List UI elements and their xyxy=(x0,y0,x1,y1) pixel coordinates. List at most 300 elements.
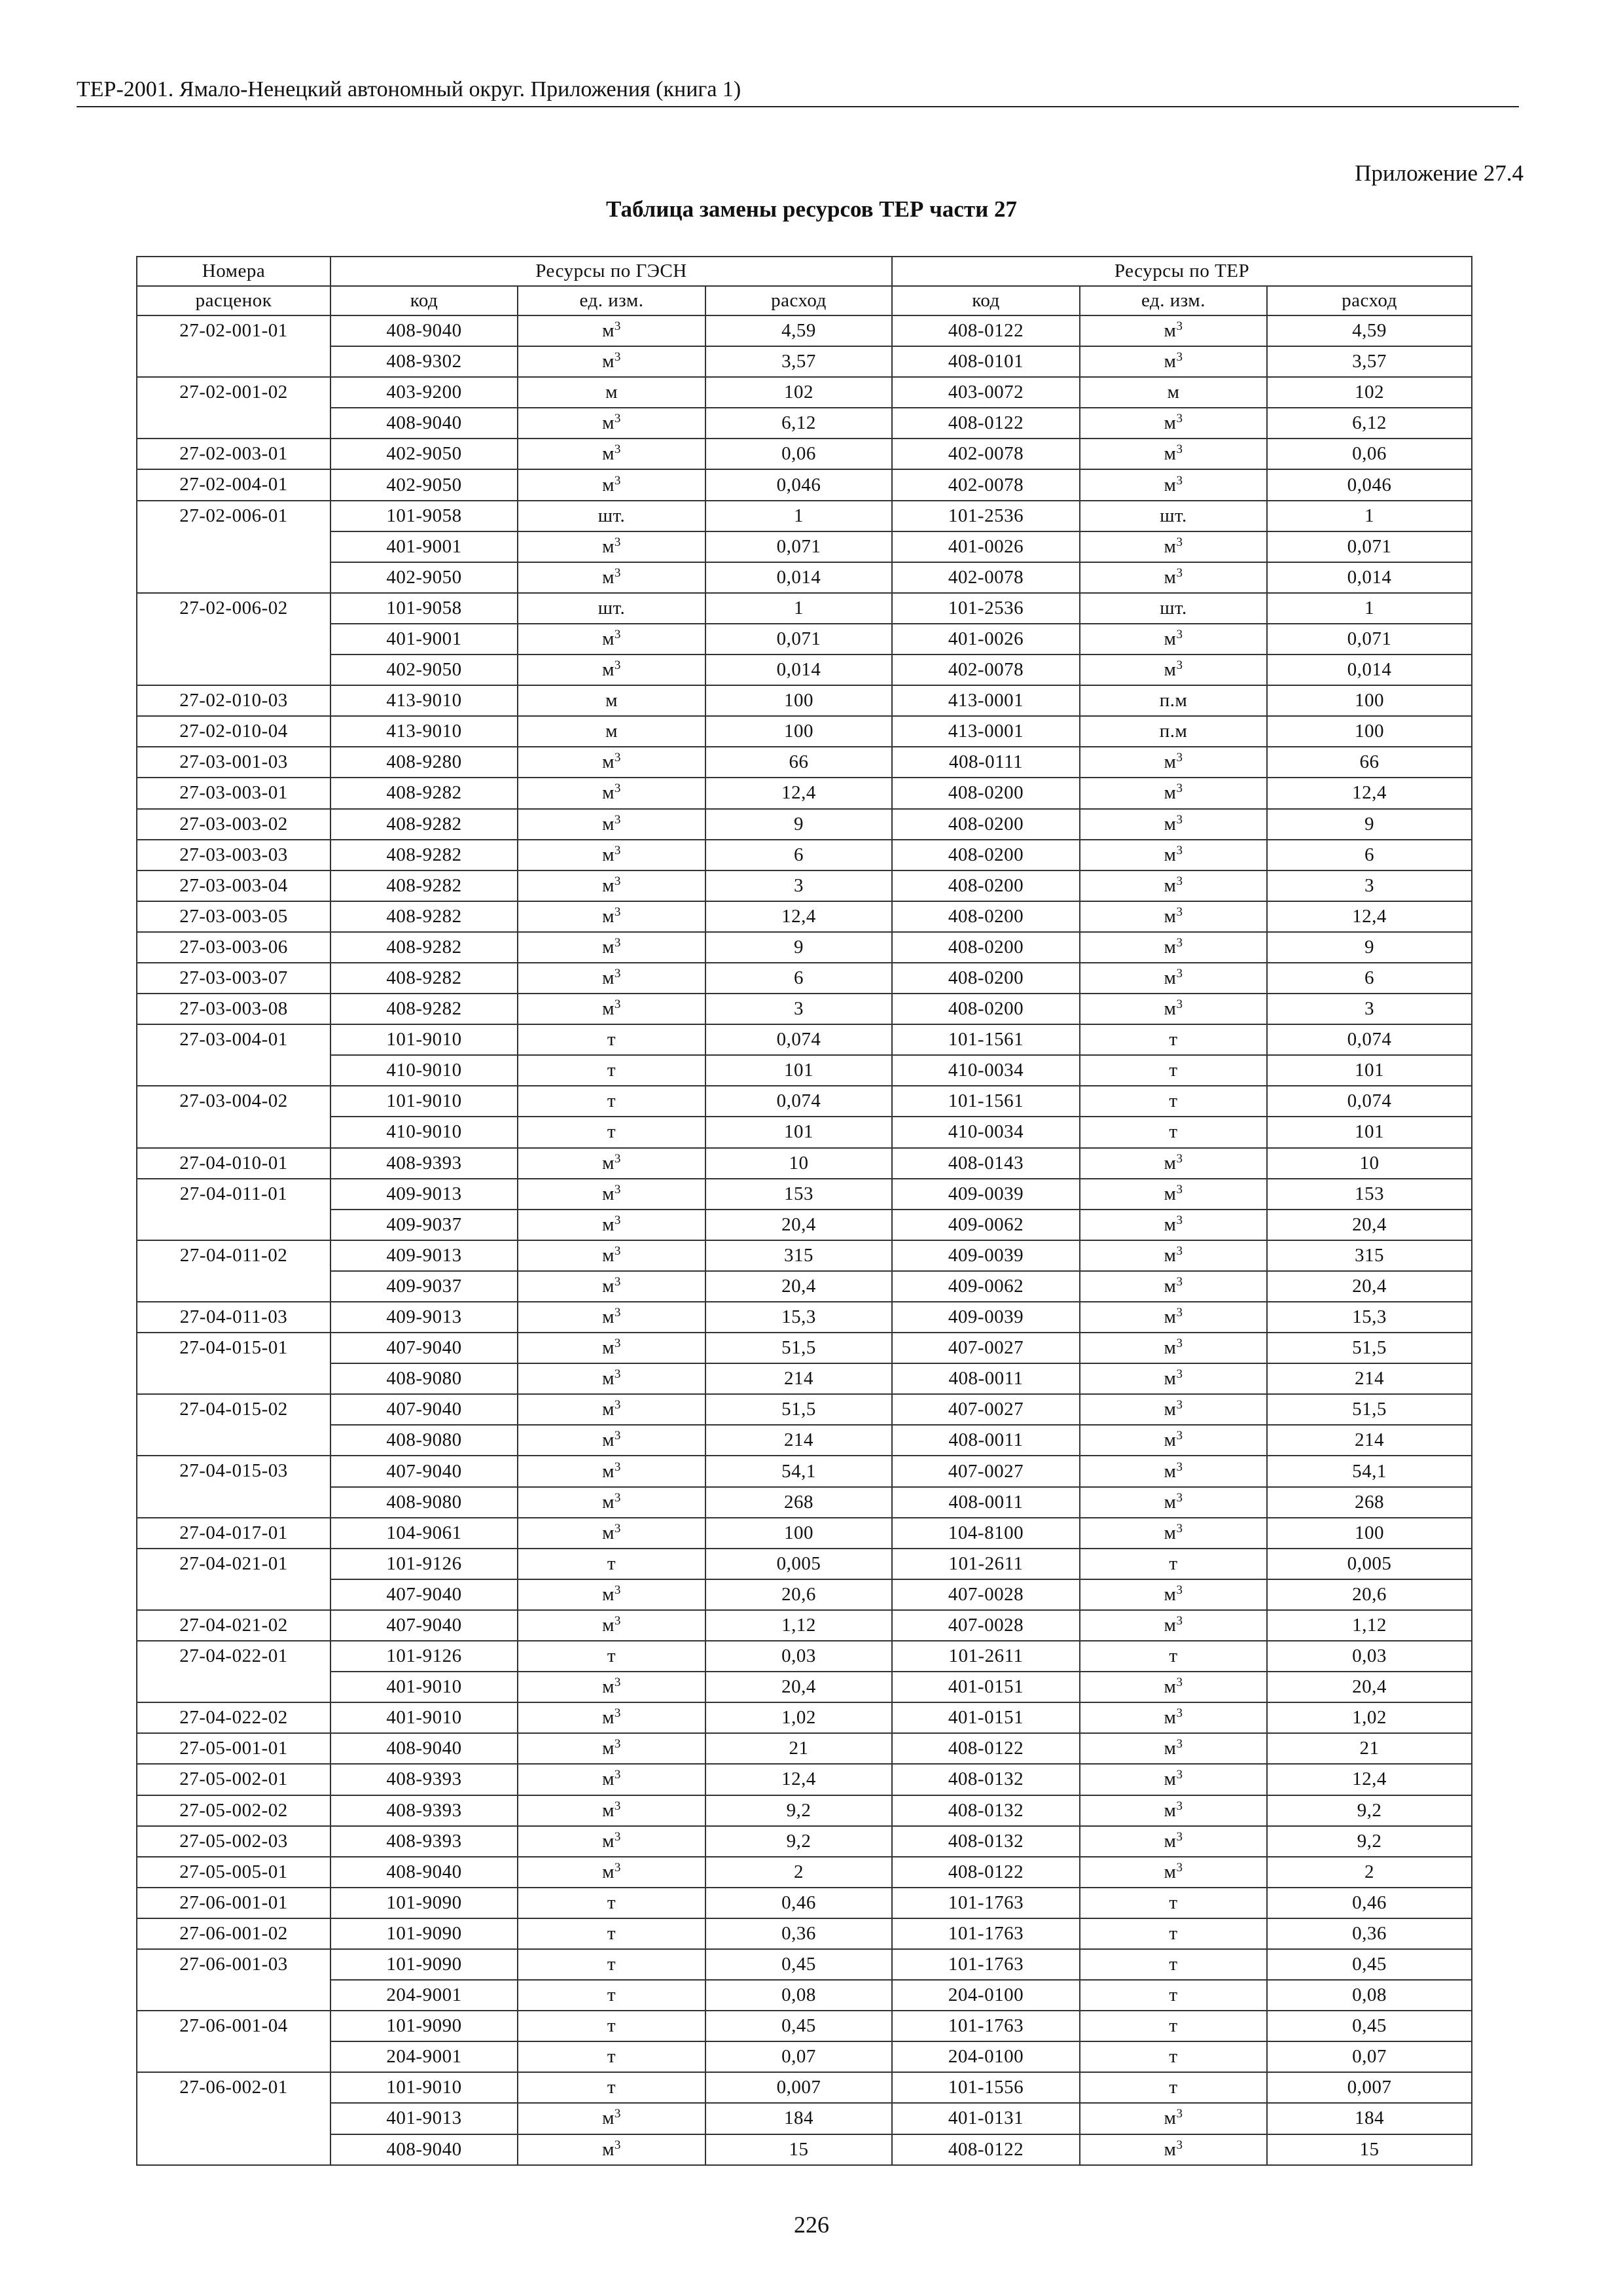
ter-consumption-cell: 1,02 xyxy=(1267,1702,1472,1733)
gesn-unit-cell: $м^3$ xyxy=(518,1271,705,1302)
table-row xyxy=(137,778,1472,808)
ter-consumption-cell: 20,4 xyxy=(1267,1672,1472,1702)
gesn-consumption-cell: 101 xyxy=(705,1055,892,1086)
gesn-code-cell: 408-9282 xyxy=(330,932,518,963)
ter-code-cell: 409-0062 xyxy=(892,1210,1080,1240)
gesn-code-cell: 408-9302 xyxy=(330,346,518,377)
ter-unit-cell: $м^3$ xyxy=(1080,1333,1267,1363)
gesn-code-cell: 410-9010 xyxy=(330,1055,518,1086)
gesn-consumption-cell: 0,005 xyxy=(705,1549,892,1579)
gesn-unit-cell: $м^3$ xyxy=(518,1210,705,1240)
rate-number-cell: 27-03-003-02 xyxy=(137,809,330,840)
gesn-code-cell: 101-9090 xyxy=(330,1949,518,1980)
gesn-consumption-cell: 51,5 xyxy=(705,1333,892,1363)
ter-code-cell: 408-0011 xyxy=(892,1425,1080,1456)
ter-unit-cell: $м^3$ xyxy=(1080,2134,1267,2165)
gesn-code-cell: 101-9090 xyxy=(330,2011,518,2041)
gesn-unit-cell: м xyxy=(518,685,705,716)
ter-consumption-cell: 0,06 xyxy=(1267,439,1472,469)
ter-unit-cell: $м^3$ xyxy=(1080,1425,1267,1456)
ter-consumption-cell: 100 xyxy=(1267,716,1472,747)
ter-code-cell: 402-0078 xyxy=(892,562,1080,593)
ter-unit-cell: т xyxy=(1080,1888,1267,1918)
ter-unit-cell: $м^3$ xyxy=(1080,1487,1267,1518)
rate-number-cell: 27-04-015-01 xyxy=(137,1333,330,1394)
gesn-code-cell: 402-9050 xyxy=(330,655,518,685)
ter-code-cell: 408-0200 xyxy=(892,932,1080,963)
ter-unit-cell: $м^3$ xyxy=(1080,1702,1267,1733)
rate-number-cell: 27-04-021-01 xyxy=(137,1549,330,1610)
gesn-code-cell: 413-9010 xyxy=(330,716,518,747)
ter-consumption-cell: 0,046 xyxy=(1267,469,1472,500)
ter-consumption-cell: 9,2 xyxy=(1267,1826,1472,1857)
ter-consumption-cell: 0,46 xyxy=(1267,1888,1472,1918)
ter-consumption-cell: 0,45 xyxy=(1267,1949,1472,1980)
gesn-code-cell: 409-9037 xyxy=(330,1210,518,1240)
gesn-unit-cell: т xyxy=(518,1549,705,1579)
table-row xyxy=(137,1456,1472,1486)
ter-consumption-cell: 12,4 xyxy=(1267,778,1472,808)
gesn-code-cell: 403-9200 xyxy=(330,377,518,408)
gesn-code-cell: 204-9001 xyxy=(330,1980,518,2011)
ter-consumption-cell: 3,57 xyxy=(1267,346,1472,377)
ter-unit-cell: $м^3$ xyxy=(1080,932,1267,963)
ter-consumption-cell: 0,014 xyxy=(1267,655,1472,685)
gesn-unit-cell: т xyxy=(518,1024,705,1055)
gesn-code-cell: 402-9050 xyxy=(330,562,518,593)
rate-number-cell: 27-02-006-02 xyxy=(137,593,330,685)
ter-code-cell: 410-0034 xyxy=(892,1117,1080,1147)
gesn-consumption-cell: 0,014 xyxy=(705,655,892,685)
gesn-consumption-cell: 1 xyxy=(705,501,892,531)
gesn-code-cell: 101-9090 xyxy=(330,1918,518,1949)
gesn-consumption-cell: 21 xyxy=(705,1733,892,1764)
head-rate-numbers: Номера xyxy=(137,257,330,286)
gesn-code-cell: 408-9282 xyxy=(330,870,518,901)
table-row xyxy=(137,1610,1472,1641)
ter-consumption-cell: 0,071 xyxy=(1267,531,1472,562)
rate-number-cell: 27-03-003-05 xyxy=(137,901,330,932)
ter-consumption-cell: 21 xyxy=(1267,1733,1472,1764)
ter-consumption-cell: 20,6 xyxy=(1267,1579,1472,1610)
rate-number-cell: 27-02-006-01 xyxy=(137,501,330,593)
gesn-unit-cell: т xyxy=(518,1888,705,1918)
ter-unit-cell: $м^3$ xyxy=(1080,1240,1267,1271)
gesn-consumption-cell: 9,2 xyxy=(705,1826,892,1857)
ter-unit-cell: $м^3$ xyxy=(1080,1179,1267,1210)
ter-code-cell: 408-0011 xyxy=(892,1487,1080,1518)
table-row xyxy=(137,439,1472,469)
gesn-consumption-cell: 0,03 xyxy=(705,1641,892,1672)
ter-unit-cell: т xyxy=(1080,2011,1267,2041)
gesn-unit-cell: $м^3$ xyxy=(518,1333,705,1363)
table-row xyxy=(137,747,1472,778)
table-row xyxy=(137,346,1472,377)
rate-number-cell: 27-02-004-01 xyxy=(137,469,330,500)
gesn-unit-cell: т xyxy=(518,1949,705,1980)
gesn-unit-cell: $м^3$ xyxy=(518,1363,705,1394)
gesn-code-cell: 410-9010 xyxy=(330,1117,518,1147)
ter-consumption-cell: 184 xyxy=(1267,2103,1472,2134)
table-row xyxy=(137,685,1472,716)
ter-code-cell: 413-0001 xyxy=(892,685,1080,716)
table-row xyxy=(137,469,1472,500)
gesn-unit-cell: $м^3$ xyxy=(518,2134,705,2165)
ter-code-cell: 101-2536 xyxy=(892,501,1080,531)
table-row xyxy=(137,315,1472,346)
ter-unit-cell: $м^3$ xyxy=(1080,408,1267,439)
gesn-unit-cell: т xyxy=(518,2011,705,2041)
rate-number-cell: 27-05-001-01 xyxy=(137,1733,330,1764)
ter-consumption-cell: 20,4 xyxy=(1267,1210,1472,1240)
ter-unit-cell: $м^3$ xyxy=(1080,1271,1267,1302)
gesn-consumption-cell: 51,5 xyxy=(705,1394,892,1425)
ter-code-cell: 101-1763 xyxy=(892,1918,1080,1949)
gesn-code-cell: 408-9040 xyxy=(330,1733,518,1764)
head-gesn-code: код xyxy=(330,286,518,315)
ter-code-cell: 408-0111 xyxy=(892,747,1080,778)
ter-consumption-cell: 0,014 xyxy=(1267,562,1472,593)
gesn-code-cell: 408-9080 xyxy=(330,1425,518,1456)
ter-unit-cell: т xyxy=(1080,1055,1267,1086)
table-row xyxy=(137,1487,1472,1518)
table-row xyxy=(137,1425,1472,1456)
rate-number-cell: 27-02-010-03 xyxy=(137,685,330,716)
gesn-unit-cell: $м^3$ xyxy=(518,1456,705,1486)
ter-code-cell: 408-0122 xyxy=(892,2134,1080,2165)
ter-code-cell: 101-2611 xyxy=(892,1641,1080,1672)
gesn-code-cell: 401-9013 xyxy=(330,2103,518,2134)
gesn-code-cell: 101-9010 xyxy=(330,2072,518,2103)
gesn-consumption-cell: 268 xyxy=(705,1487,892,1518)
ter-consumption-cell: 3 xyxy=(1267,870,1472,901)
head-ter-unit: ед. изм. xyxy=(1080,286,1267,315)
table-row xyxy=(137,1240,1472,1271)
gesn-consumption-cell: 54,1 xyxy=(705,1456,892,1486)
ter-consumption-cell: 214 xyxy=(1267,1425,1472,1456)
table-row xyxy=(137,1918,1472,1949)
ter-unit-cell: $м^3$ xyxy=(1080,994,1267,1024)
ter-consumption-cell: 0,071 xyxy=(1267,624,1472,655)
head-gesn-unit: ед. изм. xyxy=(518,286,705,315)
gesn-consumption-cell: 0,074 xyxy=(705,1024,892,1055)
gesn-code-cell: 407-9040 xyxy=(330,1333,518,1363)
table-row xyxy=(137,809,1472,840)
gesn-consumption-cell: 2 xyxy=(705,1857,892,1888)
ter-consumption-cell: 1 xyxy=(1267,501,1472,531)
gesn-consumption-cell: 0,45 xyxy=(705,1949,892,1980)
gesn-consumption-cell: 4,59 xyxy=(705,315,892,346)
gesn-unit-cell: $м^3$ xyxy=(518,1702,705,1733)
ter-code-cell: 401-0026 xyxy=(892,624,1080,655)
gesn-unit-cell: т xyxy=(518,1918,705,1949)
gesn-unit-cell: $м^3$ xyxy=(518,963,705,994)
ter-unit-cell: т xyxy=(1080,1024,1267,1055)
ter-consumption-cell: 0,074 xyxy=(1267,1024,1472,1055)
gesn-code-cell: 401-9001 xyxy=(330,624,518,655)
ter-consumption-cell: 0,45 xyxy=(1267,2011,1472,2041)
gesn-code-cell: 407-9040 xyxy=(330,1456,518,1486)
gesn-unit-cell: $м^3$ xyxy=(518,469,705,500)
ter-code-cell: 409-0039 xyxy=(892,1240,1080,1271)
ter-code-cell: 101-1763 xyxy=(892,2011,1080,2041)
table-row xyxy=(137,593,1472,624)
gesn-unit-cell: $м^3$ xyxy=(518,408,705,439)
gesn-code-cell: 408-9282 xyxy=(330,840,518,870)
ter-code-cell: 401-0026 xyxy=(892,531,1080,562)
rate-number-cell: 27-06-002-01 xyxy=(137,2072,330,2164)
rate-number-cell: 27-06-001-02 xyxy=(137,1918,330,1949)
ter-code-cell: 401-0131 xyxy=(892,2103,1080,2134)
ter-consumption-cell: 6 xyxy=(1267,963,1472,994)
gesn-consumption-cell: 12,4 xyxy=(705,778,892,808)
ter-code-cell: 402-0078 xyxy=(892,469,1080,500)
table-row xyxy=(137,1117,1472,1147)
rate-number-cell: 27-02-001-02 xyxy=(137,377,330,439)
gesn-code-cell: 101-9010 xyxy=(330,1086,518,1117)
table-row xyxy=(137,1549,1472,1579)
table-row xyxy=(137,1086,1472,1117)
gesn-unit-cell: т xyxy=(518,1641,705,1672)
gesn-code-cell: 413-9010 xyxy=(330,685,518,716)
gesn-consumption-cell: 214 xyxy=(705,1363,892,1394)
rate-number-cell: 27-05-002-02 xyxy=(137,1795,330,1826)
ter-unit-cell: $м^3$ xyxy=(1080,1210,1267,1240)
ter-unit-cell: $м^3$ xyxy=(1080,655,1267,685)
gesn-consumption-cell: 1,12 xyxy=(705,1610,892,1641)
ter-consumption-cell: 153 xyxy=(1267,1179,1472,1210)
gesn-code-cell: 408-9280 xyxy=(330,747,518,778)
ter-consumption-cell: 51,5 xyxy=(1267,1394,1472,1425)
table-row xyxy=(137,901,1472,932)
ter-code-cell: 101-1763 xyxy=(892,1949,1080,1980)
gesn-code-cell: 402-9050 xyxy=(330,469,518,500)
ter-unit-cell: $м^3$ xyxy=(1080,840,1267,870)
page-number: 226 xyxy=(794,2212,829,2238)
head-ter-consumption: расход xyxy=(1267,286,1472,315)
table-row xyxy=(137,1949,1472,1980)
rate-number-cell: 27-04-015-02 xyxy=(137,1394,330,1456)
rate-number-cell: 27-03-004-02 xyxy=(137,1086,330,1147)
gesn-consumption-cell: 184 xyxy=(705,2103,892,2134)
ter-unit-cell: $м^3$ xyxy=(1080,1857,1267,1888)
ter-code-cell: 408-0122 xyxy=(892,315,1080,346)
table-row xyxy=(137,1271,1472,1302)
table-row xyxy=(137,1641,1472,1672)
ter-code-cell: 408-0200 xyxy=(892,994,1080,1024)
gesn-unit-cell: т xyxy=(518,1055,705,1086)
gesn-unit-cell: $м^3$ xyxy=(518,1240,705,1271)
gesn-consumption-cell: 3 xyxy=(705,994,892,1024)
ter-unit-cell: п.м xyxy=(1080,716,1267,747)
table-row xyxy=(137,1518,1472,1549)
gesn-consumption-cell: 0,07 xyxy=(705,2041,892,2072)
gesn-unit-cell: $м^3$ xyxy=(518,655,705,685)
ter-unit-cell: т xyxy=(1080,1549,1267,1579)
ter-code-cell: 408-0200 xyxy=(892,870,1080,901)
table-row xyxy=(137,408,1472,439)
ter-unit-cell: $м^3$ xyxy=(1080,469,1267,500)
ter-unit-cell: п.м xyxy=(1080,685,1267,716)
table-row xyxy=(137,870,1472,901)
rate-number-cell: 27-03-003-08 xyxy=(137,994,330,1024)
ter-consumption-cell: 20,4 xyxy=(1267,1271,1472,1302)
ter-code-cell: 408-0200 xyxy=(892,963,1080,994)
gesn-code-cell: 101-9010 xyxy=(330,1024,518,1055)
gesn-code-cell: 407-9040 xyxy=(330,1579,518,1610)
gesn-code-cell: 101-9126 xyxy=(330,1549,518,1579)
rate-number-cell: 27-03-003-04 xyxy=(137,870,330,901)
gesn-consumption-cell: 10 xyxy=(705,1148,892,1179)
gesn-unit-cell: $м^3$ xyxy=(518,1148,705,1179)
ter-unit-cell: т xyxy=(1080,1980,1267,2011)
rate-number-cell: 27-03-003-06 xyxy=(137,932,330,963)
ter-consumption-cell: 0,36 xyxy=(1267,1918,1472,1949)
ter-unit-cell: $м^3$ xyxy=(1080,1795,1267,1826)
table-row xyxy=(137,1826,1472,1857)
ter-consumption-cell: 10 xyxy=(1267,1148,1472,1179)
resource-replacement-table xyxy=(136,256,1472,2166)
gesn-unit-cell: $м^3$ xyxy=(518,531,705,562)
gesn-unit-cell: $м^3$ xyxy=(518,747,705,778)
ter-code-cell: 101-1561 xyxy=(892,1024,1080,1055)
gesn-consumption-cell: 102 xyxy=(705,377,892,408)
ter-unit-cell: $м^3$ xyxy=(1080,1672,1267,1702)
table-row xyxy=(137,624,1472,655)
head-ter-code: код xyxy=(892,286,1080,315)
head-ter-group: Ресурсы по ТЕР xyxy=(892,257,1472,286)
ter-consumption-cell: 15,3 xyxy=(1267,1302,1472,1333)
table-row xyxy=(137,1857,1472,1888)
ter-consumption-cell: 1,12 xyxy=(1267,1610,1472,1641)
ter-code-cell: 204-0100 xyxy=(892,1980,1080,2011)
table-row xyxy=(137,1888,1472,1918)
rate-number-cell: 27-02-010-04 xyxy=(137,716,330,747)
gesn-code-cell: 104-9061 xyxy=(330,1518,518,1549)
ter-code-cell: 408-0101 xyxy=(892,346,1080,377)
gesn-unit-cell: $м^3$ xyxy=(518,562,705,593)
rate-number-cell: 27-03-003-07 xyxy=(137,963,330,994)
ter-code-cell: 409-0062 xyxy=(892,1271,1080,1302)
ter-consumption-cell: 315 xyxy=(1267,1240,1472,1271)
ter-code-cell: 410-0034 xyxy=(892,1055,1080,1086)
gesn-consumption-cell: 0,014 xyxy=(705,562,892,593)
gesn-consumption-cell: 20,4 xyxy=(705,1672,892,1702)
ter-unit-cell: шт. xyxy=(1080,501,1267,531)
table-row xyxy=(137,1024,1472,1055)
ter-code-cell: 408-0122 xyxy=(892,1857,1080,1888)
ter-unit-cell: $м^3$ xyxy=(1080,870,1267,901)
ter-consumption-cell: 0,08 xyxy=(1267,1980,1472,2011)
gesn-unit-cell: $м^3$ xyxy=(518,1179,705,1210)
ter-code-cell: 407-0027 xyxy=(892,1456,1080,1486)
gesn-code-cell: 409-9013 xyxy=(330,1179,518,1210)
ter-consumption-cell: 0,07 xyxy=(1267,2041,1472,2072)
gesn-code-cell: 401-9001 xyxy=(330,531,518,562)
gesn-unit-cell: т xyxy=(518,2072,705,2103)
gesn-consumption-cell: 0,007 xyxy=(705,2072,892,2103)
gesn-code-cell: 408-9080 xyxy=(330,1487,518,1518)
ter-consumption-cell: 0,03 xyxy=(1267,1641,1472,1672)
ter-consumption-cell: 1 xyxy=(1267,593,1472,624)
ter-unit-cell: $м^3$ xyxy=(1080,624,1267,655)
ter-code-cell: 402-0078 xyxy=(892,439,1080,469)
rate-number-cell: 27-04-021-02 xyxy=(137,1610,330,1641)
ter-unit-cell: м xyxy=(1080,377,1267,408)
gesn-consumption-cell: 0,08 xyxy=(705,1980,892,2011)
rate-number-cell: 27-05-002-01 xyxy=(137,1764,330,1795)
table-row xyxy=(137,562,1472,593)
table-row xyxy=(137,1764,1472,1795)
gesn-code-cell: 407-9040 xyxy=(330,1394,518,1425)
ter-unit-cell: т xyxy=(1080,1086,1267,1117)
table-row xyxy=(137,1055,1472,1086)
ter-unit-cell: т xyxy=(1080,1641,1267,1672)
ter-code-cell: 409-0039 xyxy=(892,1179,1080,1210)
gesn-unit-cell: $м^3$ xyxy=(518,840,705,870)
gesn-unit-cell: $м^3$ xyxy=(518,439,705,469)
gesn-code-cell: 408-9393 xyxy=(330,1795,518,1826)
rate-number-cell: 27-05-002-03 xyxy=(137,1826,330,1857)
ter-code-cell: 407-0028 xyxy=(892,1579,1080,1610)
rate-number-cell: 27-04-011-03 xyxy=(137,1302,330,1333)
gesn-code-cell: 401-9010 xyxy=(330,1672,518,1702)
ter-code-cell: 402-0078 xyxy=(892,655,1080,685)
gesn-unit-cell: $м^3$ xyxy=(518,1518,705,1549)
gesn-consumption-cell: 101 xyxy=(705,1117,892,1147)
gesn-consumption-cell: 15 xyxy=(705,2134,892,2165)
ter-consumption-cell: 102 xyxy=(1267,377,1472,408)
gesn-unit-cell: шт. xyxy=(518,593,705,624)
ter-unit-cell: $м^3$ xyxy=(1080,747,1267,778)
ter-code-cell: 204-0100 xyxy=(892,2041,1080,2072)
gesn-code-cell: 409-9037 xyxy=(330,1271,518,1302)
rate-number-cell: 27-04-015-03 xyxy=(137,1456,330,1517)
ter-consumption-cell: 9 xyxy=(1267,932,1472,963)
gesn-code-cell: 408-9080 xyxy=(330,1363,518,1394)
ter-unit-cell: $м^3$ xyxy=(1080,2103,1267,2134)
ter-unit-cell: шт. xyxy=(1080,593,1267,624)
gesn-code-cell: 408-9282 xyxy=(330,778,518,808)
head-row-columns xyxy=(137,286,1472,315)
table-row xyxy=(137,531,1472,562)
ter-unit-cell: $м^3$ xyxy=(1080,963,1267,994)
ter-unit-cell: $м^3$ xyxy=(1080,1610,1267,1641)
ter-code-cell: 101-1556 xyxy=(892,2072,1080,2103)
gesn-consumption-cell: 3,57 xyxy=(705,346,892,377)
table-head xyxy=(137,257,1472,315)
gesn-consumption-cell: 0,071 xyxy=(705,624,892,655)
gesn-consumption-cell: 0,36 xyxy=(705,1918,892,1949)
gesn-consumption-cell: 100 xyxy=(705,1518,892,1549)
gesn-code-cell: 408-9040 xyxy=(330,1857,518,1888)
gesn-unit-cell: $м^3$ xyxy=(518,1302,705,1333)
ter-consumption-cell: 6 xyxy=(1267,840,1472,870)
table-row xyxy=(137,1302,1472,1333)
table-row xyxy=(137,2134,1472,2165)
gesn-unit-cell: $м^3$ xyxy=(518,1857,705,1888)
ter-code-cell: 408-0132 xyxy=(892,1764,1080,1795)
ter-code-cell: 403-0072 xyxy=(892,377,1080,408)
gesn-unit-cell: $м^3$ xyxy=(518,2103,705,2134)
gesn-code-cell: 408-9393 xyxy=(330,1148,518,1179)
gesn-code-cell: 408-9040 xyxy=(330,408,518,439)
table-row xyxy=(137,1179,1472,1210)
gesn-code-cell: 101-9058 xyxy=(330,501,518,531)
gesn-consumption-cell: 12,4 xyxy=(705,901,892,932)
ter-unit-cell: т xyxy=(1080,1949,1267,1980)
gesn-unit-cell: т xyxy=(518,1086,705,1117)
